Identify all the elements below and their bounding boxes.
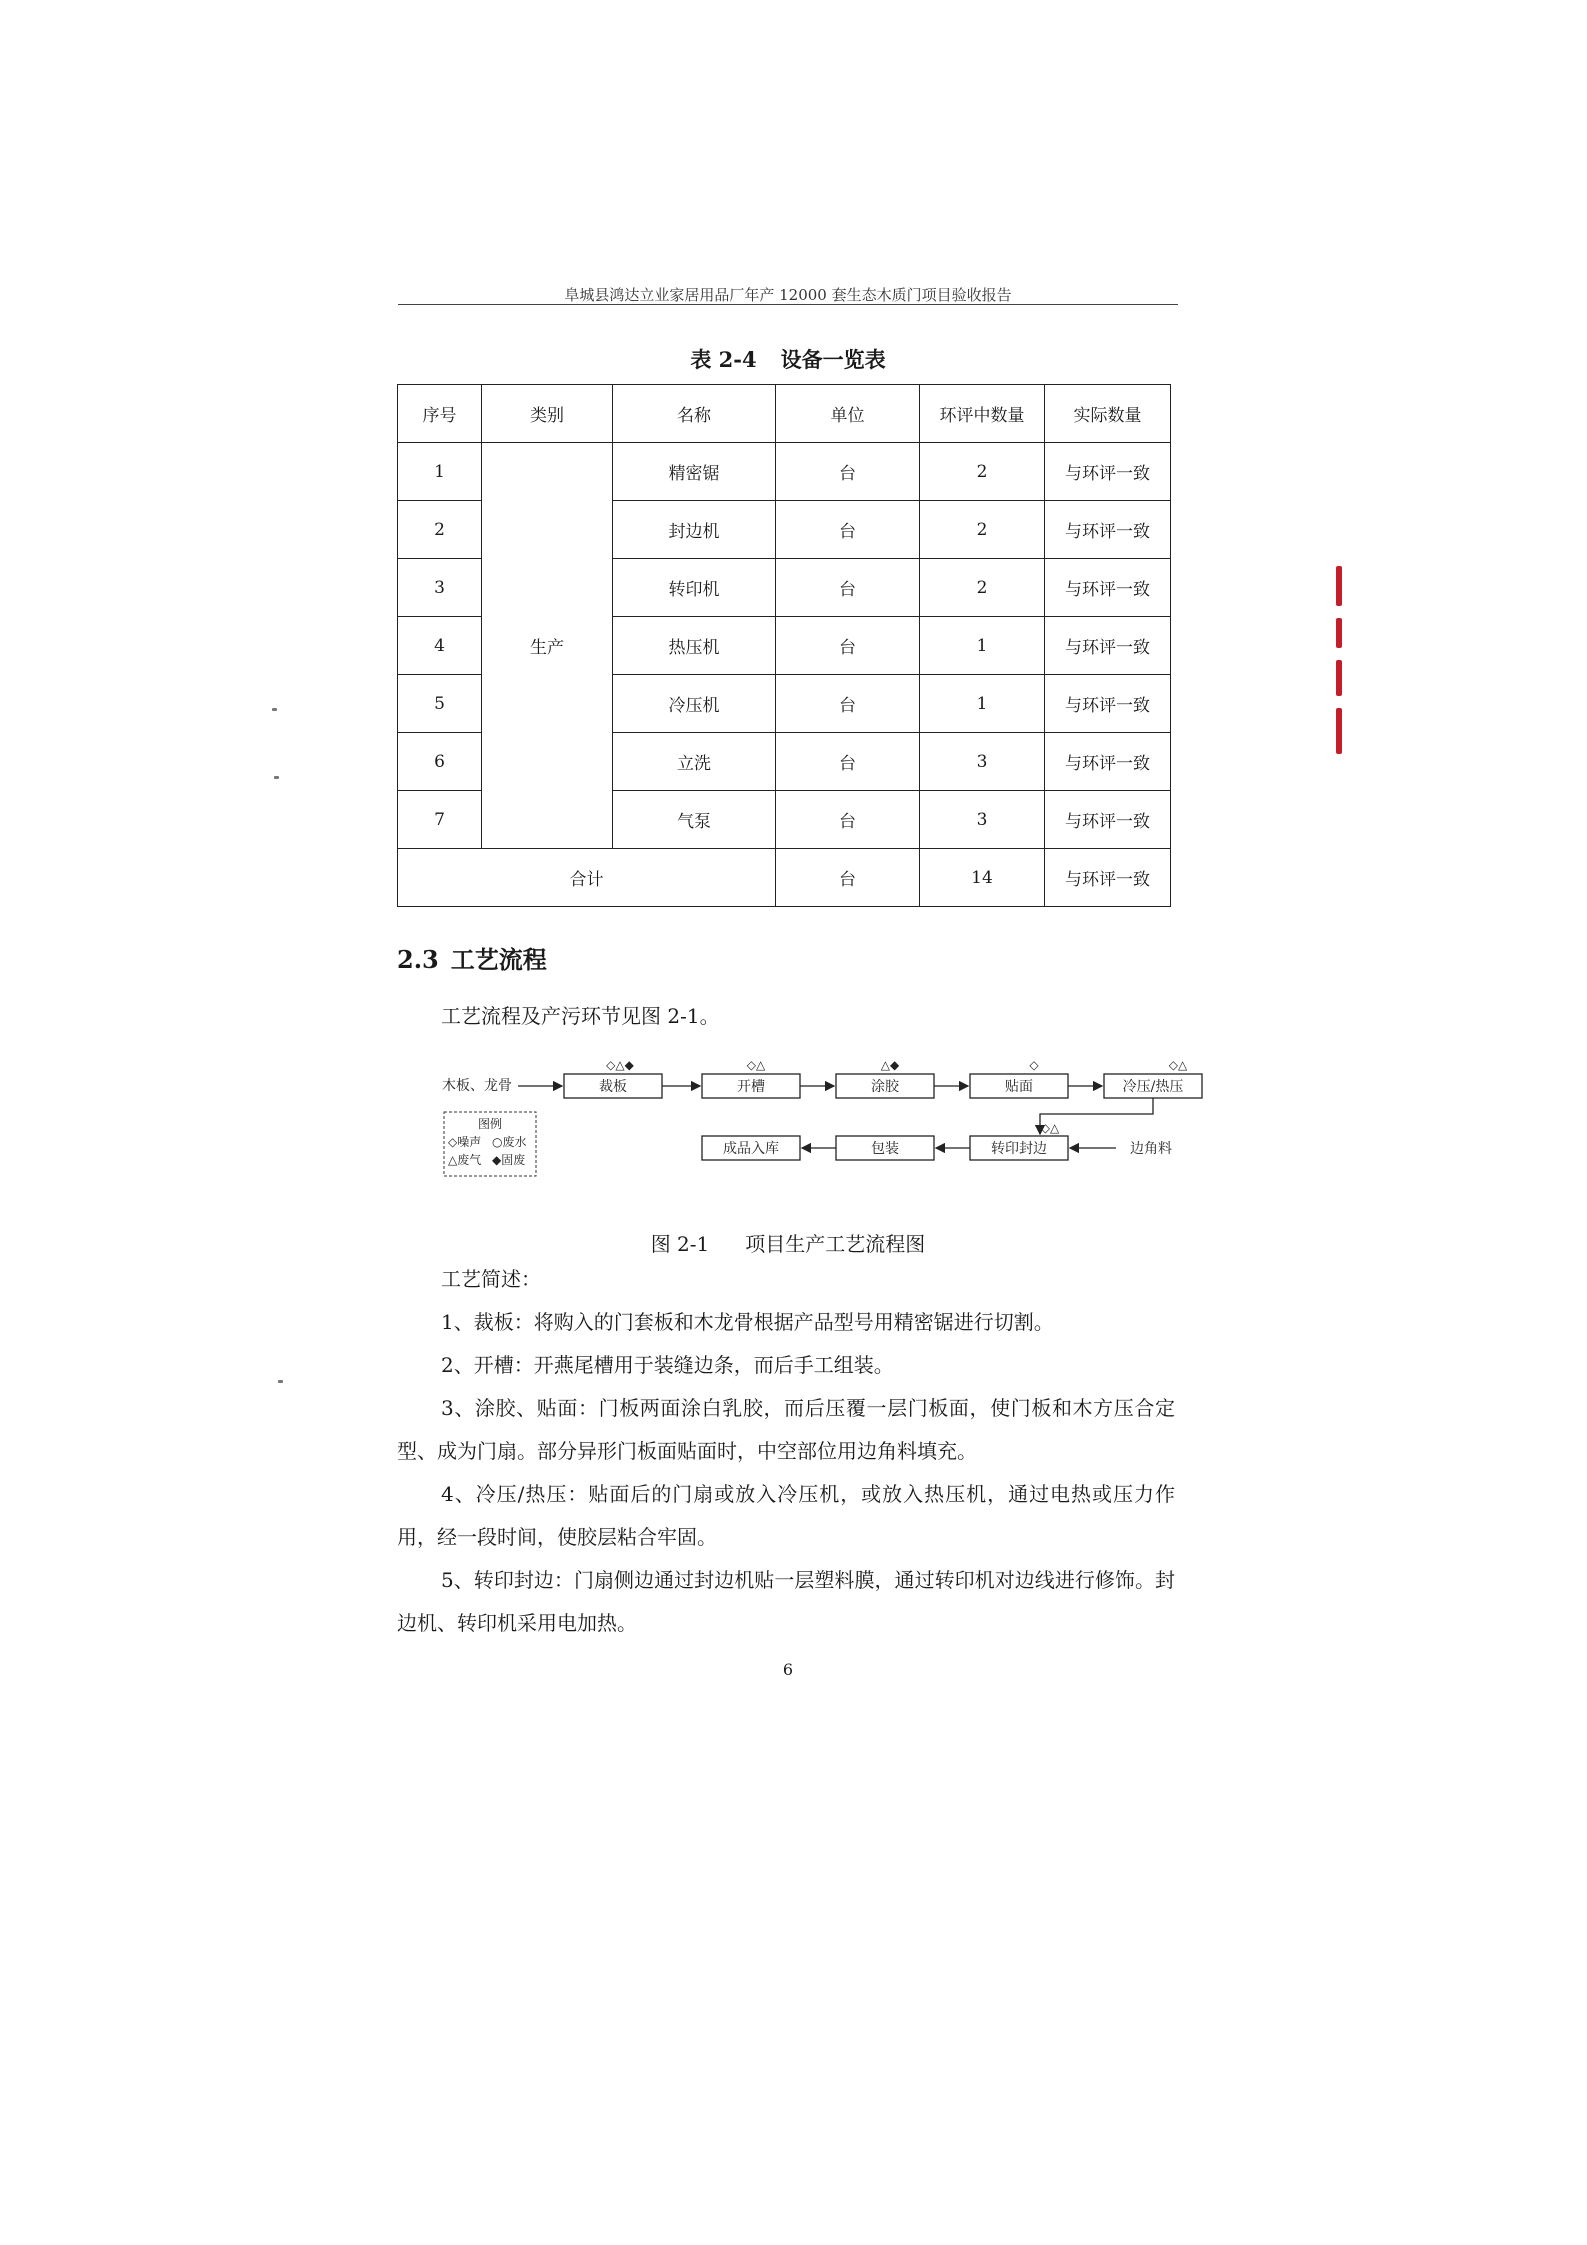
table-caption-title: 设备一览表: [780, 347, 886, 372]
row-number: 7: [398, 791, 482, 849]
actual-quantity: 与环评一致: [1045, 733, 1171, 791]
eia-quantity: 1: [920, 617, 1045, 675]
legend-item: ◇噪声: [448, 1135, 482, 1149]
eia-quantity: 3: [920, 791, 1045, 849]
step-symbols: ◇△: [1168, 1058, 1188, 1072]
total-actual-quantity: 与环评一致: [1045, 849, 1171, 907]
table-caption: [398, 344, 1178, 374]
row-number: 4: [398, 617, 482, 675]
equipment-name: 气泵: [613, 791, 776, 849]
description-item: 4、冷压/热压：贴面后的门扇或放入冷压机，或放入热压机，通过电热或压力作用，经一段时间，使胶层粘合牢固。: [397, 1482, 1175, 1549]
step-label: 涂胶: [871, 1079, 899, 1095]
table-header-row: [398, 385, 1171, 443]
seal-fragment: [1336, 708, 1342, 754]
header-cell: 名称: [613, 385, 776, 443]
unit-cell: 台: [776, 675, 920, 733]
flow-input-label: 木板、龙骨: [442, 1078, 512, 1094]
section-intro: 工艺流程及产污环节见图 2-1。: [441, 1004, 720, 1028]
table-row: [398, 443, 1171, 501]
eia-quantity: 3: [920, 733, 1045, 791]
figure-title: 项目生产工艺流程图: [745, 1232, 926, 1256]
header-cell: 单位: [776, 385, 920, 443]
actual-quantity: 与环评一致: [1045, 675, 1171, 733]
header-cell: 环评中数量: [920, 385, 1045, 443]
row-number: 1: [398, 443, 482, 501]
row-number: 6: [398, 733, 482, 791]
equipment-table: [397, 384, 1171, 907]
description-item: 5、转印封边：门扇侧边通过封边机贴一层塑料膜，通过转印机对边线进行修饰。封边机、转印机采用电加热。: [397, 1568, 1175, 1635]
running-header: 阜城县鸿达立业家居用品厂年产 12000 套生态木质门项目验收报告: [564, 286, 1012, 304]
header-rule: [398, 304, 1178, 305]
legend-item: ◆固废: [492, 1153, 526, 1167]
legend-item: △废气: [448, 1153, 482, 1167]
equipment-name: 封边机: [613, 501, 776, 559]
seal-fragment: [1336, 618, 1342, 648]
figure-caption: [398, 1228, 1178, 1257]
step-label: 冷压/热压: [1122, 1079, 1184, 1095]
step-symbols: ◇: [1029, 1058, 1039, 1072]
figure-number: 图 2-1: [650, 1232, 710, 1256]
section-number: 2.3: [397, 945, 439, 974]
eia-quantity: 1: [920, 675, 1045, 733]
step-label: 转印封边: [991, 1141, 1047, 1157]
total-label: 合计: [398, 849, 776, 907]
legend-title: 图例: [477, 1117, 503, 1131]
seal-fragment: [1336, 660, 1342, 696]
legend-item: ○废水: [492, 1135, 527, 1149]
flow-side-input: 边角料: [1130, 1141, 1172, 1157]
actual-quantity: 与环评一致: [1045, 443, 1171, 501]
total-eia-quantity: 14: [920, 849, 1045, 907]
total-unit: 台: [776, 849, 920, 907]
row-number: 2: [398, 501, 482, 559]
eia-quantity: 2: [920, 559, 1045, 617]
description-heading: 工艺简述：: [441, 1267, 541, 1291]
eia-quantity: 2: [920, 443, 1045, 501]
step-label: 成品入库: [723, 1141, 779, 1157]
unit-cell: 台: [776, 501, 920, 559]
unit-cell: 台: [776, 559, 920, 617]
equipment-name: 精密锯: [613, 443, 776, 501]
actual-quantity: 与环评一致: [1045, 791, 1171, 849]
section-heading: [397, 940, 547, 975]
equipment-name: 转印机: [613, 559, 776, 617]
scan-speck: [278, 1380, 283, 1383]
section-title: 工艺流程: [450, 945, 547, 974]
equipment-name: 热压机: [613, 617, 776, 675]
header-cell: 类别: [482, 385, 613, 443]
row-number: 5: [398, 675, 482, 733]
page-number: 6: [782, 1660, 794, 1679]
row-number: 3: [398, 559, 482, 617]
header-cell: 实际数量: [1045, 385, 1171, 443]
step-symbols: ◇△: [1040, 1121, 1060, 1135]
unit-cell: 台: [776, 443, 920, 501]
description-item: 2、开槽：开燕尾槽用于装缝边条，而后手工组装。: [441, 1353, 894, 1377]
actual-quantity: 与环评一致: [1045, 617, 1171, 675]
step-symbols: ◇△: [746, 1058, 766, 1072]
eia-quantity: 2: [920, 501, 1045, 559]
step-label: 贴面: [1005, 1079, 1033, 1095]
unit-cell: 台: [776, 733, 920, 791]
step-symbols: △◆: [880, 1058, 900, 1072]
unit-cell: 台: [776, 791, 920, 849]
description-item: 3、涂胶、贴面：门板两面涂白乳胶，而后压覆一层门板面，使门板和木方压合定型、成为门扇。部分异形门板面贴面时，中空部位用边角料填充。: [397, 1396, 1175, 1463]
actual-quantity: 与环评一致: [1045, 559, 1171, 617]
table-caption-number: 表 2-4: [690, 347, 757, 372]
actual-quantity: 与环评一致: [1045, 501, 1171, 559]
scan-speck: [274, 776, 279, 779]
equipment-name: 冷压机: [613, 675, 776, 733]
unit-cell: 台: [776, 617, 920, 675]
process-flowchart: [430, 1050, 1210, 1200]
equipment-name: 立洗: [613, 733, 776, 791]
header-cell: 序号: [398, 385, 482, 443]
step-label: 裁板: [599, 1079, 627, 1095]
step-label: 开槽: [737, 1079, 765, 1095]
seal-fragment: [1336, 566, 1342, 606]
category-cell: 生产: [482, 443, 613, 849]
description-item: 1、裁板：将购入的门套板和木龙骨根据产品型号用精密锯进行切割。: [441, 1310, 1054, 1334]
scan-speck: [272, 708, 277, 711]
step-label: 包装: [871, 1141, 899, 1157]
step-symbols: ◇△◆: [606, 1058, 634, 1072]
table-total-row: [398, 849, 1171, 907]
